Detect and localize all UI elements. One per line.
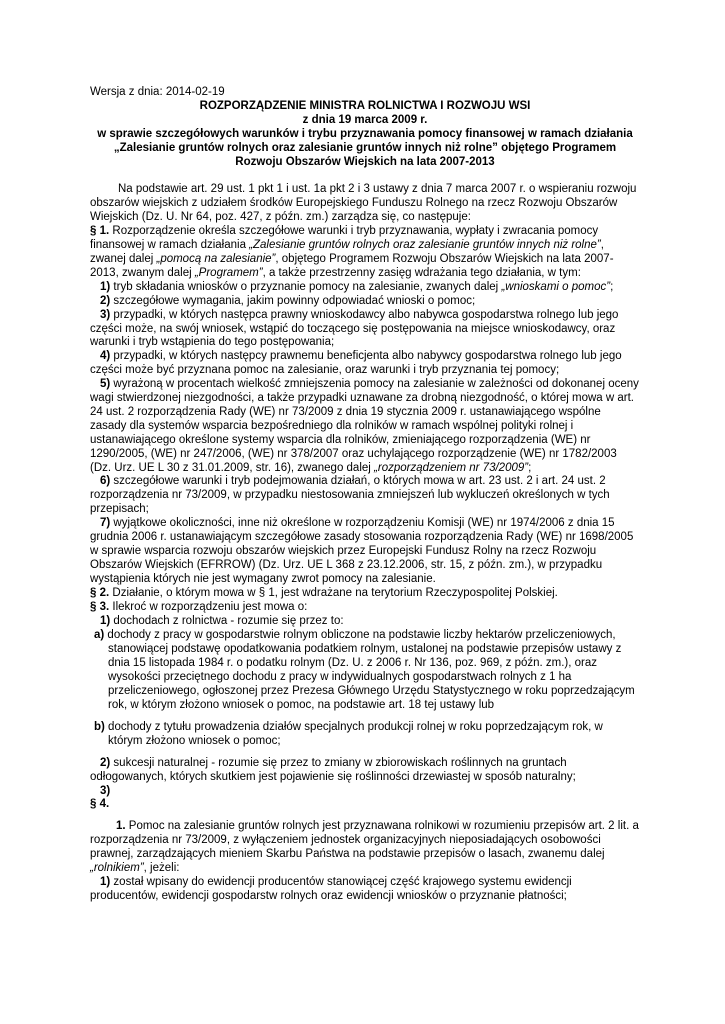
paragraph-1-text-b: , zwanej dalej <box>90 239 604 265</box>
point-number: 1) <box>100 875 111 888</box>
paragraph-1-text-c: , objętego Programem Rozwoju Obszarów Wiejskich na lata 2007-2013, zwanym dalej <box>90 252 614 279</box>
paragraph-2-text: Działanie, o którym mowa w § 1, jest wdrażane na terytorium Rzeczypospolitej Polskiej. <box>109 586 558 599</box>
point-end: ; <box>528 461 532 474</box>
point-text: wyjątkowe okoliczności, inne niż określone w rozporządzeniu Komisji (WE) nr 1974/2006 z dnia 15 grudnia 2006 r. ustanawiającym szczegółowe zasady stosowania rozporządzenia Rady (WE) nr 1698/2005 w sprawie wsparcia rozwoju obszarów wiejskich przez Europejski Fundusz Rolny na rzecz Rozwoju Obszarów Wiejskich (EFRROW) (Dz. Urz. UE L 368 z 23.12.2006, str. 15, z późn. zm.), w przypadku wystąpienia których nie jest wymagany zwrot pomocy na zalesianie. <box>90 517 634 585</box>
paragraph-2 <box>90 587 640 601</box>
letter-text: dochody z pracy w gospodarstwie rolnym obliczone na podstawie liczby hektarów przeliczeniowych, stanowiącej podstawę opodatkowania podatkiem rolnym, ustalonej na podstawie przepisów ustawy z dnia 15 listopada 1984 r. o podatku rolnym (Dz. U. z 2006 r. Nr 136, poz. 969, z późn. zm.), oraz wysokości przeciętnego dochodu z pracy w indywidualnych gospodarstwach rolnych z 1 ha przeliczeniowego, ogłoszonej przez Prezesa Głównego Urzędu Statystycznego w roku poprzedzającym rok, w którym złożono wniosek o pomoc, na podstawie art. 18 tej ustawy lub <box>104 629 635 711</box>
section-number: 1. <box>116 820 126 833</box>
paragraph-1-point-1 <box>90 281 640 295</box>
paragraph-3-number: § 3. <box>90 600 110 613</box>
point-text: sukcesji naturalnej - rozumie się przez to zmiany w zbiorowiskach roślinnych na gruntach odłogowanych, których skutkiem jest pojawienie się roślinności drzewiastej w sposób naturalny; <box>90 756 576 783</box>
paragraph-1-text-a: Rozporządzenie określa szczegółowe warunki i tryb przyznawania, wypłaty i zwracania pomocy finansowej w ramach działania <box>90 225 599 252</box>
paragraph-1-term-aid: „pomocą na zalesianie” <box>156 252 276 265</box>
point-text: dochodach z rolnictwa - rozumie się przez to: <box>110 614 344 627</box>
point-text: tryb składania wniosków o przyznanie pomocy na zalesianie, zwanych dalej <box>110 280 502 293</box>
document-page <box>90 86 640 904</box>
point-end: ; <box>610 280 614 293</box>
paragraph-1-action-name: „Zalesianie gruntów rolnych oraz zalesianie gruntów innych niż rolne” <box>249 239 601 252</box>
point-text: przypadki, w których następcy prawnemu beneficjenta albo nabywcy gospodarstwa rolnego lub jego części może być przyznana pomoc na zalesianie, oraz warunki i tryb przyznania tej pomocy; <box>90 350 622 377</box>
paragraph-2-number: § 2. <box>90 586 110 599</box>
paragraph-3-point-1 <box>90 615 640 629</box>
section-term: „rolnikiem” <box>90 862 144 875</box>
point-number: 3) <box>100 784 111 797</box>
point-text: przypadki, w których następca prawny wnioskodawcy albo nabywca gospodarstwa rolnego lub jego części może, na swój wniosek, wstąpić do toczącego się postępowania na miejsce wnioskodawcy, oraz warunki i tryb wstąpienia do tego postępowania; <box>90 308 619 349</box>
point-number: 2) <box>100 756 111 769</box>
paragraph-3-letter-a <box>90 629 640 712</box>
paragraph-3-text: Ilekroć w rozporządzeniu jest mowa o: <box>109 600 308 613</box>
point-number: 4) <box>100 350 111 363</box>
point-number: 1) <box>100 280 111 293</box>
paragraph-4-point-1 <box>90 876 640 904</box>
point-number: 7) <box>100 517 111 530</box>
paragraph-4-number: § 4. <box>90 798 110 811</box>
section-text: Pomoc na zalesianie gruntów rolnych jest przyznawana rolnikowi w rozumieniu przepisów art. 2 lit. a rozporządzenia nr 73/2009, z wyłączeniem jednostek organizacyjnych nieposiadających osobowości prawnej, zarządzających mieniem Skarbu Państwa na podstawie przepisów o lasach, zwanemu dalej <box>90 820 639 861</box>
paragraph-1-number: § 1. <box>90 225 110 238</box>
section-end: , jeżeli: <box>143 862 180 875</box>
paragraph-1-point-3 <box>90 309 640 351</box>
point-text: został wpisany do ewidencji producentów stanowiącej część krajowego systemu ewidencji producentów, ewidencji gospodarstw rolnych oraz ewidencji wniosków o przyznanie płatności; <box>90 875 572 902</box>
point-number: 3) <box>100 308 111 321</box>
paragraph-1-point-5 <box>90 378 640 475</box>
paragraph-1 <box>90 225 640 281</box>
paragraph-1-point-7 <box>90 517 640 587</box>
legal-basis: Na podstawie art. 29 ust. 1 pkt 1 i ust. 1a pkt 2 i 3 ustawy z dnia 7 marca 2007 r. o wspieraniu rozwoju obszarów wiejskich z udziałem środków Europejskiego Funduszu Rolnego na rzecz Rozwoju Obszarów Wiejskich (Dz. U. Nr 64, poz. 427, z późn. zm.) zarządza się, co następuje: <box>90 183 637 224</box>
paragraph-4-section-1 <box>90 820 640 876</box>
point-text: szczegółowe warunki i tryb podejmowania działań, o których mowa w art. 23 ust. 2 i art. 24 ust. 2 rozporządzenia nr 73/2009, w przypadku niestosowania zmniejszeń lub wykluczeń określonych w tych przepisach; <box>90 475 610 516</box>
paragraph-3-point-2 <box>90 757 640 785</box>
regulation-date: z dnia 19 marca 2009 r. <box>302 113 428 126</box>
point-number: 1) <box>100 614 111 627</box>
paragraph-3-letter-b <box>90 721 640 749</box>
paragraph-1-text-d: , a także przestrzenny zasięg wdrażania tego działania, w tym: <box>262 266 581 279</box>
paragraph-3 <box>90 601 640 615</box>
letter-number: b) <box>94 720 105 733</box>
paragraph-3-point-3 <box>90 785 640 799</box>
point-number: 2) <box>100 294 111 307</box>
letter-number: a) <box>94 629 105 642</box>
regulation-title: ROZPORZĄDZENIE MINISTRA ROLNICTWA I ROZWOJU WSI <box>199 99 531 112</box>
paragraph-1-point-4 <box>90 350 640 378</box>
paragraph-1-point-6 <box>90 475 640 517</box>
point-number: 6) <box>100 475 111 488</box>
point-text: wyrażoną w procentach wielkość zmniejszenia pomocy na zalesianie w zależności od dokonanej oceny wagi stwierdzonej niezgodności, a także przypadki uznawane za drobną niezgodność, o której mowa w art. 24 ust. 2 rozporządzenia Rady (WE) nr 73/2009 z dnia 19 stycznia 2009 r. ustanawiającego wspólne zasady dla systemów wsparcia bezpośredniego dla rolników w ramach wspólnej polityki rolnej i ustanawiającego określone systemy wsparcia dla rolników, zmieniającego rozporządzenia (WE) nr 1290/2005, (WE) nr 247/2006, (WE) nr 378/2007 oraz uchylającego rozporządzenie (WE) nr 1782/2003 (Dz. Urz. UE L 30 z 31.01.2009, str. 16), zwanego dalej <box>90 378 639 474</box>
paragraph-1-point-2 <box>90 295 640 309</box>
regulation-subject: w sprawie szczegółowych warunków i trybu przyznawania pomocy finansowej w ramach działania „Zalesianie gruntów rolnych oraz zalesianie gruntów innych niż rolne” objętego Programem Rozwoju Obszarów Wiejskich na lata 2007-2013 <box>97 127 633 168</box>
letter-text: dochody z tytułu prowadzenia działów specjalnych produkcji rolnej w roku poprzedzającym rok, w którym złożono wniosek o pomoc; <box>104 720 603 747</box>
version-date: Wersja z dnia: 2014-02-19 <box>90 86 225 98</box>
point-term: „wnioskami o pomoc” <box>501 280 611 293</box>
point-text: szczegółowe wymagania, jakim powinny odpowiadać wnioski o pomoc; <box>110 294 476 307</box>
point-number: 5) <box>100 378 111 391</box>
paragraph-4 <box>90 798 640 812</box>
paragraph-1-term-program: „Programem” <box>194 266 263 279</box>
point-term: „rozporządzeniem nr 73/2009” <box>374 461 529 474</box>
